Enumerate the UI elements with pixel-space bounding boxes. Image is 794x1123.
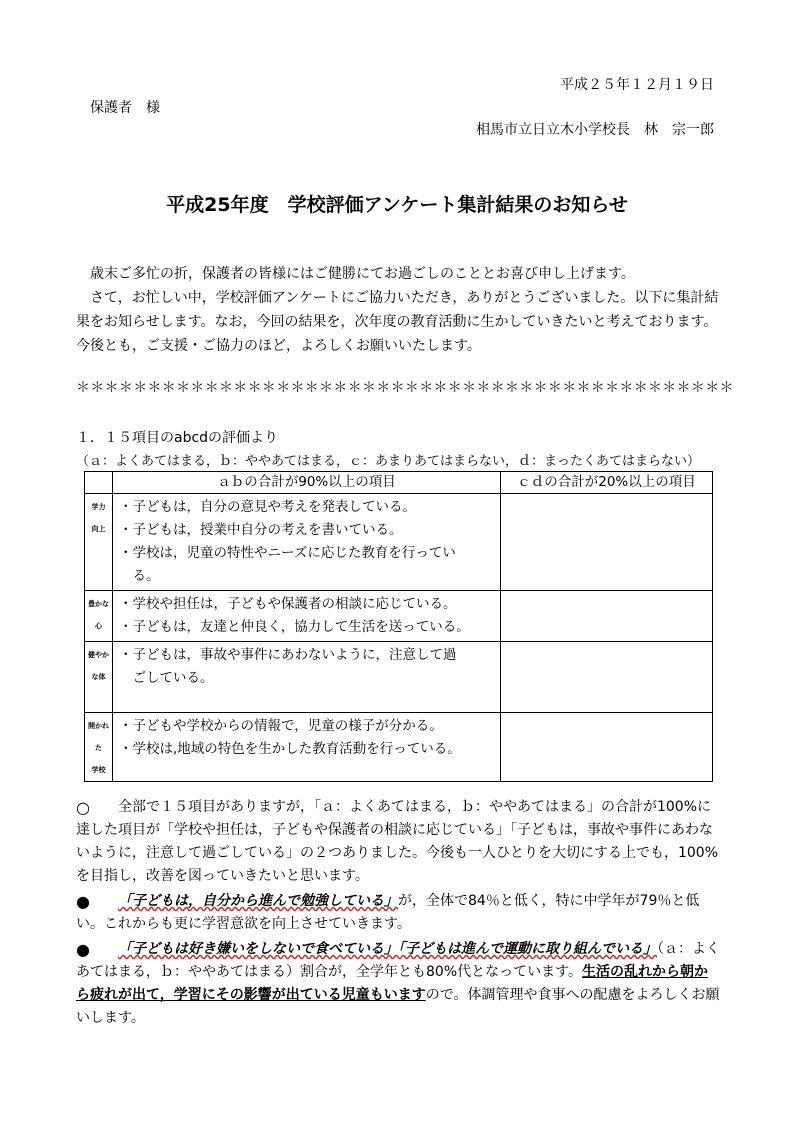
- category-cell: [85, 642, 113, 713]
- note-body: （ａ：よくあてはまる，ｂ：ややあてはまる）割合が，全学年とも80%代となっています。: [76, 941, 720, 980]
- table-row: [85, 494, 713, 591]
- document-title: 平成25年度 学校評価アンケート集計結果のお知らせ: [166, 194, 628, 216]
- list-item: ・学校や担任は，子どもや保護者の相談に応じている。: [119, 596, 457, 612]
- circle-icon: ○: [76, 798, 90, 817]
- cd-items-cell: [501, 642, 713, 713]
- bullet-icon: ●: [76, 940, 90, 959]
- note-body: が，全体で84％と低く，特に中学年が79％と低い。これからも更に学習意欲を向上させていきます。: [76, 893, 700, 932]
- note-item: [76, 796, 720, 888]
- note-item: [76, 890, 720, 936]
- table-row: [85, 591, 713, 642]
- ab-items-cell: [113, 713, 501, 782]
- notes-section: [76, 796, 720, 1032]
- list-item: ・子どもは，友達と仲良く，協力して生活を送っている。: [119, 619, 470, 635]
- emphasized-quote: 「子どもは，自分から進んで勉強している」: [118, 893, 398, 909]
- note-text: 全部で１５項目がありますが，「ａ：よくあてはまる，ｂ：ややあてはまる」の合計が100%に達した項目が「学校や担任は，子どもや保護者の相談に応じている」「子どもは，事故や事件にあわないように，注意して過ごしている」の２つありました。今後も一人ひとりを大切にする上でも，100%を目指し，改善を図っていきたいと思います。: [76, 799, 719, 884]
- ab-items-cell: [113, 642, 501, 713]
- category-cell: [85, 494, 113, 591]
- list-item: ・子どもは，授業中自分の考えを書いている。: [119, 522, 403, 538]
- table-row: [85, 713, 713, 782]
- table-row: [85, 642, 713, 713]
- bullet-icon: ●: [76, 892, 90, 911]
- list-item: る。: [119, 568, 160, 584]
- category-cell: [85, 713, 113, 782]
- list-item: ・学校は，児童の特性やニーズに応じた教育を行ってい: [119, 545, 456, 561]
- intro-paragraph-1: 歳末ご多忙の折，保護者の皆様にはご健勝にてお過ごしのこととお喜び申し上げます。: [76, 266, 635, 282]
- category-header: [85, 472, 113, 494]
- category-label: 向上: [91, 525, 106, 533]
- recipient: 保護者 様: [90, 100, 160, 116]
- note-item: [76, 938, 720, 1030]
- emphasized-quote: 「子どもは好き嫌いをしないで食べている」「子どもは進んで運動に取り組んでいる」: [118, 941, 657, 957]
- category-label: 健やか: [88, 651, 109, 659]
- category-cell: [85, 591, 113, 642]
- list-item: ごしている。: [119, 670, 214, 686]
- category-label: 開かれた: [88, 722, 109, 752]
- cd-items-cell: [501, 494, 713, 591]
- sender: 相馬市立日立木小学校長 林 宗一郎: [476, 122, 714, 138]
- category-label: 学校: [91, 766, 106, 774]
- col-ab-header: ａｂの合計が90%以上の項目: [113, 472, 501, 494]
- intro-paragraph-2: さて，お忙しい中，学校評価アンケートにご協力いただき，ありがとうございました。以下に集計結果をお知らせします。なお，今回の結果を，次年度の教育活動に生かしていきたいと考えております。今後とも，ご支援・ご協力のほど，よろしくお願いいたします。: [76, 290, 719, 354]
- col-cd-header: ｃｄの合計が20%以上の項目: [501, 472, 713, 494]
- list-item: ・子どもや学校からの情報で，児童の様子が分かる。: [119, 718, 443, 734]
- list-item: ・学校は,地域の特色を生かした教育活動を行っている。: [119, 741, 461, 757]
- note-text: [76, 938, 720, 1030]
- evaluation-table: [84, 471, 713, 782]
- asterisk-divider: ＊＊＊＊＊＊＊＊＊＊＊＊＊＊＊＊＊＊＊＊＊＊＊＊＊＊＊＊＊＊＊＊＊＊＊＊＊＊＊＊＊＊＊＊＊＊: [76, 380, 734, 396]
- note-body: ので。体調管理や食事への配慮をよろしくお願いします。: [76, 987, 720, 1026]
- document-date: 平成２５年１２月１９日: [560, 77, 714, 93]
- underlined-statement: 生活の乱れから朝から疲れが出て，学習にその影響が出ている児童もいます: [76, 964, 708, 1003]
- section-title: １．１５項目のabcdの評価より: [76, 430, 279, 446]
- ab-items-cell: [113, 591, 501, 642]
- list-item: ・子どもは，事故や事件にあわないように，注意して過: [119, 647, 457, 663]
- cd-items-cell: [501, 591, 713, 642]
- category-label: 学力: [91, 503, 106, 511]
- note-text: [76, 890, 720, 936]
- list-item: ・子どもは，自分の意見や考えを発表している。: [119, 499, 416, 515]
- cd-items-cell: [501, 713, 713, 782]
- category-label: 心: [95, 622, 102, 630]
- ab-items-cell: [113, 494, 501, 591]
- rating-legend: （ａ：よくあてはまる，ｂ：ややあてはまる，ｃ：あまりあてはまらない，ｄ：まったくあてはまらない）: [76, 454, 701, 469]
- category-label: 豊かな: [88, 600, 109, 608]
- category-label: な体: [91, 673, 106, 681]
- intro-text: [76, 262, 720, 358]
- table-header-row: [85, 472, 713, 494]
